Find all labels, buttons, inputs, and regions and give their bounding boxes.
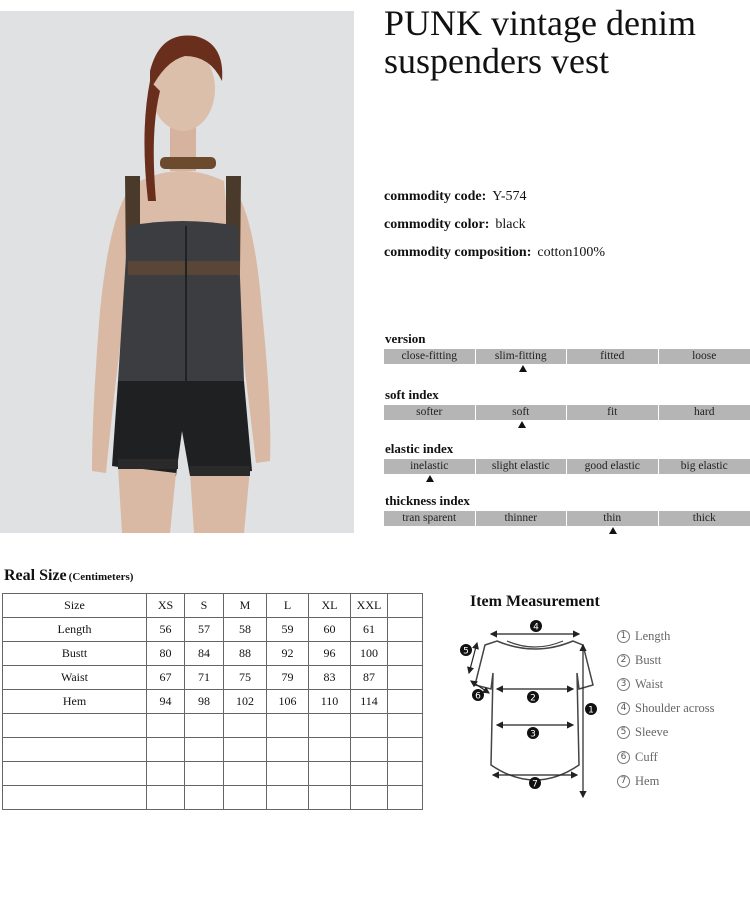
product-title: PUNK vintage denim suspenders vest: [384, 3, 696, 81]
table-cell: 84: [185, 642, 224, 666]
index-option: close-fitting: [384, 349, 476, 364]
table-cell: 83: [309, 666, 351, 690]
table-cell: [224, 738, 267, 762]
spec-commodity-code: [384, 189, 527, 205]
number-circle-icon: 2: [617, 654, 630, 667]
product-photo: [0, 11, 354, 533]
table-cell: 110: [309, 690, 351, 714]
table-header-row: [3, 594, 423, 618]
table-cell: [309, 762, 351, 786]
table-cell: 57: [185, 618, 224, 642]
real-size-heading: Real Size: [4, 567, 67, 584]
table-cell: [185, 738, 224, 762]
thickness-index-title: thickness index: [385, 493, 470, 508]
real-size-unit: (Centimeters): [68, 571, 134, 583]
table-row: [3, 642, 423, 666]
table-cell: [147, 738, 185, 762]
legend-item-length: [617, 624, 715, 648]
table-cell: [388, 666, 423, 690]
spec-label: commodity code:: [384, 189, 487, 204]
table-cell: [147, 762, 185, 786]
legend-item-cuff: [617, 745, 715, 769]
table-cell: 80: [147, 642, 185, 666]
thickness-marker-icon: [609, 527, 617, 534]
model-illustration: [0, 11, 354, 533]
spec-label: commodity composition:: [384, 245, 532, 260]
table-cell: Hem: [3, 690, 147, 714]
index-option: soft: [476, 405, 568, 420]
spec-value: Y-574: [492, 189, 527, 204]
table-header-cell: XS: [147, 594, 185, 618]
legend-label: Sleeve: [635, 725, 669, 740]
spec-label: commodity color:: [384, 217, 490, 232]
index-option: inelastic: [384, 459, 476, 474]
table-header-cell: L: [267, 594, 309, 618]
item-measurement-title: Item Measurement: [470, 593, 600, 610]
table-cell: [351, 762, 388, 786]
version-index-scale: [384, 349, 750, 364]
table-cell: [309, 714, 351, 738]
table-cell: 61: [351, 618, 388, 642]
index-option: thin: [567, 511, 659, 526]
size-table-body: [3, 594, 423, 810]
table-cell: [351, 714, 388, 738]
table-cell: 56: [147, 618, 185, 642]
table-cell: [309, 786, 351, 810]
table-cell: [3, 762, 147, 786]
index-option: softer: [384, 405, 476, 420]
table-cell: 87: [351, 666, 388, 690]
real-size-title: [4, 567, 133, 585]
legend-item-shoulder: [617, 697, 715, 721]
version-marker-icon: [519, 365, 527, 372]
index-option: fitted: [567, 349, 659, 364]
index-option: hard: [659, 405, 750, 420]
table-cell: [3, 714, 147, 738]
table-cell: 100: [351, 642, 388, 666]
index-option: big elastic: [659, 459, 750, 474]
table-cell: [388, 618, 423, 642]
legend-label: Length: [635, 628, 671, 643]
table-cell: [185, 714, 224, 738]
table-cell: [185, 786, 224, 810]
table-cell: 94: [147, 690, 185, 714]
garment-diagram: [455, 615, 615, 805]
index-option: slight elastic: [476, 459, 568, 474]
table-cell: 102: [224, 690, 267, 714]
table-row: [3, 738, 423, 762]
table-cell: [224, 786, 267, 810]
table-cell: [147, 714, 185, 738]
svg-text:4: 4: [533, 622, 539, 633]
measurement-legend: [617, 624, 715, 793]
index-option: fit: [567, 405, 659, 420]
svg-text:5: 5: [463, 646, 469, 657]
index-option: good elastic: [567, 459, 659, 474]
svg-text:7: 7: [532, 779, 538, 790]
table-cell: [351, 786, 388, 810]
table-cell: 60: [309, 618, 351, 642]
table-cell: [351, 738, 388, 762]
table-cell: 71: [185, 666, 224, 690]
index-option: thick: [659, 511, 750, 526]
elastic-index-scale: [384, 459, 750, 474]
number-circle-icon: 7: [617, 775, 630, 788]
number-circle-icon: 5: [617, 726, 630, 739]
index-option: loose: [659, 349, 750, 364]
number-circle-icon: 3: [617, 678, 630, 691]
legend-item-sleeve: [617, 721, 715, 745]
table-header-cell: [388, 594, 423, 618]
legend-item-bust: [617, 648, 715, 672]
table-cell: [3, 786, 147, 810]
spec-value: black: [495, 217, 526, 232]
table-cell: [388, 738, 423, 762]
table-cell: 59: [267, 618, 309, 642]
table-cell: [388, 642, 423, 666]
table-header-cell: Size: [3, 594, 147, 618]
number-circle-icon: 6: [617, 751, 630, 764]
legend-label: Shoulder across: [635, 701, 715, 716]
table-cell: Bustt: [3, 642, 147, 666]
soft-index-scale: [384, 405, 750, 420]
elastic-index-title: elastic index: [385, 441, 454, 456]
svg-text:2: 2: [530, 693, 536, 704]
table-header-cell: S: [185, 594, 224, 618]
table-cell: [147, 786, 185, 810]
table-cell: 92: [267, 642, 309, 666]
table-cell: 58: [224, 618, 267, 642]
table-cell: 75: [224, 666, 267, 690]
soft-index-title: soft index: [385, 387, 439, 402]
table-cell: [3, 738, 147, 762]
table-cell: [309, 738, 351, 762]
spec-commodity-composition: [384, 245, 605, 261]
soft-marker-icon: [518, 421, 526, 428]
table-cell: [267, 786, 309, 810]
table-row: [3, 666, 423, 690]
legend-label: Hem: [635, 773, 660, 788]
table-cell: [224, 762, 267, 786]
elastic-marker-icon: [426, 475, 434, 482]
legend-label: Bustt: [635, 652, 662, 667]
table-row: [3, 714, 423, 738]
table-row: [3, 690, 423, 714]
table-cell: Length: [3, 618, 147, 642]
table-row: [3, 618, 423, 642]
number-circle-icon: 4: [617, 702, 630, 715]
table-cell: [388, 714, 423, 738]
number-circle-icon: 1: [617, 630, 630, 643]
svg-text:6: 6: [475, 691, 481, 702]
table-cell: [388, 786, 423, 810]
table-header-cell: XL: [309, 594, 351, 618]
svg-text:1: 1: [588, 705, 594, 716]
table-cell: Waist: [3, 666, 147, 690]
table-header-cell: M: [224, 594, 267, 618]
table-cell: [388, 690, 423, 714]
table-cell: [267, 714, 309, 738]
index-option: slim-fitting: [476, 349, 568, 364]
table-cell: 88: [224, 642, 267, 666]
table-cell: [224, 714, 267, 738]
table-cell: [388, 762, 423, 786]
table-cell: 98: [185, 690, 224, 714]
size-table: [2, 593, 423, 810]
spec-value: cotton100%: [537, 245, 606, 260]
table-cell: 96: [309, 642, 351, 666]
legend-item-hem: [617, 769, 715, 793]
legend-item-waist: [617, 672, 715, 696]
table-cell: 79: [267, 666, 309, 690]
svg-text:3: 3: [530, 729, 536, 740]
table-cell: [185, 762, 224, 786]
table-cell: [267, 762, 309, 786]
table-cell: 67: [147, 666, 185, 690]
table-cell: [267, 738, 309, 762]
table-row: [3, 786, 423, 810]
thickness-index-scale: [384, 511, 750, 526]
table-cell: 114: [351, 690, 388, 714]
spec-commodity-color: [384, 217, 526, 233]
index-option: thinner: [476, 511, 568, 526]
index-option: tran sparent: [384, 511, 476, 526]
table-cell: 106: [267, 690, 309, 714]
legend-label: Waist: [635, 676, 664, 691]
table-header-cell: XXL: [351, 594, 388, 618]
version-index-title: version: [385, 331, 426, 346]
legend-label: Cuff: [635, 749, 658, 764]
table-row: [3, 762, 423, 786]
